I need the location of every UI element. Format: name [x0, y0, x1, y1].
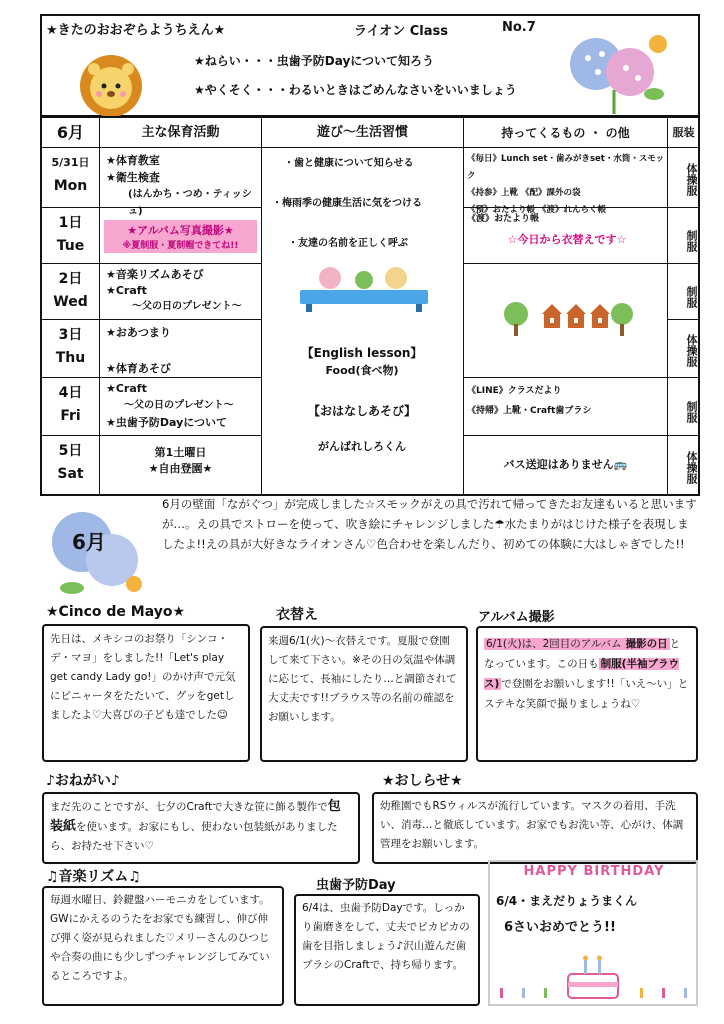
album-text: で登園をお願いします!!「いえ～い」とステキな笑顔で撮りましょうね♡ [484, 678, 689, 710]
activity-item: ★Craft [106, 284, 147, 297]
weekday-label: Sat [57, 466, 84, 482]
play-item: ・梅雨季の健康生活に気をつける [272, 198, 422, 209]
date-cell [42, 148, 100, 208]
activity-item: ～父の日のプレゼント～ [124, 400, 234, 411]
play-item: ・友達の名前を正しく呼ぶ [288, 238, 408, 249]
dress-cell: 制服 [668, 378, 699, 436]
date-label: 3日 [58, 327, 83, 343]
school-name: ★きたのおおぞらようちえん★ [46, 23, 226, 38]
oshirase-box [372, 792, 698, 864]
birthday-cake-illustration [492, 948, 696, 1004]
album-text: 6/1(火)は、2回目のアルバム [486, 638, 622, 650]
month-badge: 6月 [72, 530, 106, 554]
promise-text: ★やくそく・・・わるいときはごめんなさいをいいましょう [194, 83, 517, 97]
activity-item: ★体育あそび [106, 362, 171, 375]
weekday-label: Tue [56, 238, 85, 254]
date-label: 2日 [58, 271, 83, 287]
activity-cell [100, 320, 262, 378]
lion-illustration [72, 52, 150, 118]
story-time-title: 【おはなしあそび】 [307, 404, 416, 418]
schedule-table [40, 116, 700, 496]
season-change-note: ☆今日から衣替えです☆ [507, 233, 627, 246]
date-label: 5日 [58, 443, 83, 459]
trees-and-houses-illustration [502, 300, 634, 340]
album-title: アルバム撮影 [478, 610, 555, 625]
month-header: 6月 [42, 118, 100, 148]
story-time-text: がんばれしろくん [318, 440, 406, 453]
birthday-banner: HAPPY BIRTHDAY [523, 864, 665, 879]
bring-cell-trees [464, 264, 668, 378]
uniform-note: ※夏制服・夏制帽できてね!! [122, 241, 239, 251]
play-column [262, 148, 464, 494]
intro-text: 6月の壁面「ながぐつ」が完成しました☆スモックがえの具で汚れて帰ってきたお友達もいると思いますが…。えの具でストローを使って、吹き絵にチャレンジしました☂水たまりがはじけた様子を表現しましたよ!!えの具が大好きなライオンさん♡色合わせを楽しんだり、初めての体験に大はしゃぎでした!! [162, 497, 697, 551]
bring-item: 《LINE》クラスだより [467, 386, 562, 396]
class-name: ライオン Class [354, 24, 448, 39]
issue-number: No.7 [502, 20, 536, 35]
activity-cell [100, 208, 262, 264]
album-box [476, 626, 698, 762]
weekday-label: Thu [55, 350, 86, 366]
activity-item: ★体育教室 [106, 154, 160, 167]
date-label: 4日 [58, 385, 83, 401]
onegai-text: まだ先のことですが、七夕のCraftで大きな笹に飾る製作で [50, 801, 328, 813]
cinco-text: 先日は、メキシコのお祭り「シンコ・デ・マヨ」をしました!!「Let's play get candy Lady go!」のかけ声で元気にピニャータをたたいて、グッをgetしましたよ♡大喜びの子ども達でした☺ [50, 633, 236, 721]
english-lesson-topic: Food(食べ物) [325, 364, 399, 377]
teeth-title: 虫歯予防Day [316, 878, 396, 893]
birthday-child-name: 6/4・まえだりょうまくん [496, 894, 638, 908]
play-item: ・歯と健康について知らせる [284, 158, 414, 169]
activity-item: ★虫歯予防Dayについて [106, 416, 228, 429]
dress-cell: 体操服 [685, 450, 698, 484]
oshirase-text: 幼稚園でもRSウィルスが流行しています。マスクの着用、手洗い、消毒…と徹底しています。お家でもお洗い等、心がけ、体調管理をお願いします。 [380, 800, 684, 850]
cinco-box [42, 624, 250, 762]
date-cell [42, 264, 100, 320]
activity-item: 第1土曜日 [154, 446, 207, 459]
dress-cell: 体操服 [668, 320, 699, 378]
date-cell [42, 320, 100, 378]
birthday-message: 6さいおめでとう!! [504, 920, 616, 935]
activity-item: ★おあつまり [106, 326, 171, 339]
bring-header: 持ってくるもの ・ の他 [464, 118, 668, 148]
hydrangea-illustration [562, 28, 672, 114]
bring-cell [464, 436, 668, 494]
dress-cell: 制服 [668, 208, 699, 264]
weekday-label: Wed [53, 294, 88, 310]
onegai-title: ♪おねがい♪ [46, 773, 120, 789]
music-box [42, 886, 284, 1006]
activity-item: ～父の日のプレゼント～ [132, 301, 242, 312]
music-title: ♫音楽リズム♫ [46, 869, 141, 885]
bring-cell [464, 208, 668, 264]
activity-cell [100, 148, 262, 217]
date-cell [42, 436, 100, 494]
date-cell [42, 378, 100, 436]
activity-item: ★自由登園★ [148, 462, 213, 475]
oshirase-title: ★おしらせ★ [382, 773, 463, 789]
album-highlight-uniform: 制服(半袖ブラウス) [484, 658, 679, 690]
no-bus-note: バス送迎はありません🚌 [503, 458, 628, 471]
activity-cell [100, 378, 262, 436]
bring-item: 《持参》上靴 《配》課外の袋 [467, 188, 581, 198]
header [40, 14, 700, 117]
dress-cell: 制服 [668, 264, 699, 320]
activity-item: ★衛生検査 [106, 171, 160, 184]
activity-item: ★音楽リズムあそび [106, 268, 204, 281]
teeth-text: 6/4は、虫歯予防Dayです。しっかり歯磨きをして、丈夫でピカピカの歯を目指しましょう♪沢山遊んだ歯ブラシのCraftで、持ち帰ります。 [302, 902, 470, 971]
play-header: 遊び～生活習慣 [262, 118, 464, 148]
aim-text: ★ねらい・・・虫歯予防Dayについて知ろう [194, 54, 435, 68]
koromogae-title: 衣替え [276, 607, 318, 623]
bring-item: 《持帰》上靴・Craft歯ブラシ [467, 406, 592, 416]
activity-item: (はんかち・つめ・ティッシュ) [128, 189, 252, 217]
dress-cell: 体操服 [668, 148, 699, 208]
dress-header: 服装 [668, 118, 699, 148]
animals-on-bench-illustration [296, 258, 432, 314]
birthday-box [488, 860, 698, 1006]
bring-item: 《毎日》Lunch set・歯みがきset・水筒・スモック [467, 154, 665, 181]
onegai-text: を使います。お家にもし、使わない包装紙がありましたら、お持たせ下さい♡ [50, 821, 338, 852]
cinco-title: ★Cinco de Mayo★ [46, 604, 186, 620]
koromogae-text: 来週6/1(火)～衣替えです。夏服で登園して来て下さい。※その日の気温や体調に応じて、長袖にしたり…と調節されて大丈夫です!!ブラウス等の名前の確認をお願いします。 [268, 635, 457, 723]
bring-cell [464, 148, 668, 215]
koromogae-box [260, 626, 468, 762]
date-label: 1日 [58, 215, 83, 231]
date-cell [42, 208, 100, 264]
teeth-box [294, 894, 480, 1006]
bring-item: 《渡》おたより帳 [467, 214, 540, 224]
bring-item: 《預》おたより帳 《渡》れんらく帳 [467, 205, 606, 215]
album-activity: ★アルバム写真撮影★ [127, 224, 234, 237]
album-highlight-day: 撮影の日 [625, 638, 668, 650]
activity-header: 主な保育活動 [100, 118, 262, 148]
weekday-label: Mon [53, 178, 88, 194]
date-label: 5/31日 [51, 156, 90, 169]
weekday-label: Fri [60, 408, 81, 424]
activity-item: ★Craft [106, 382, 147, 395]
activity-cell [100, 264, 262, 320]
english-lesson-title: 【English lesson】 [301, 346, 423, 360]
wrapping-paper-highlight: 包装紙 [50, 799, 341, 834]
album-text: となっています。この日も [484, 638, 681, 670]
activity-cell [100, 436, 262, 494]
onegai-box [42, 792, 360, 864]
music-text: 毎週水曜日、鈴鍵盤ハーモニカをしています。GWにかえるのうたをお家でも練習し、伸び伸び弾く姿が見られました♡メリーさんのひつじや合奏の曲にも少しずつチャレンジしてみているところですよ。 [50, 894, 270, 982]
bring-cell [464, 378, 668, 436]
